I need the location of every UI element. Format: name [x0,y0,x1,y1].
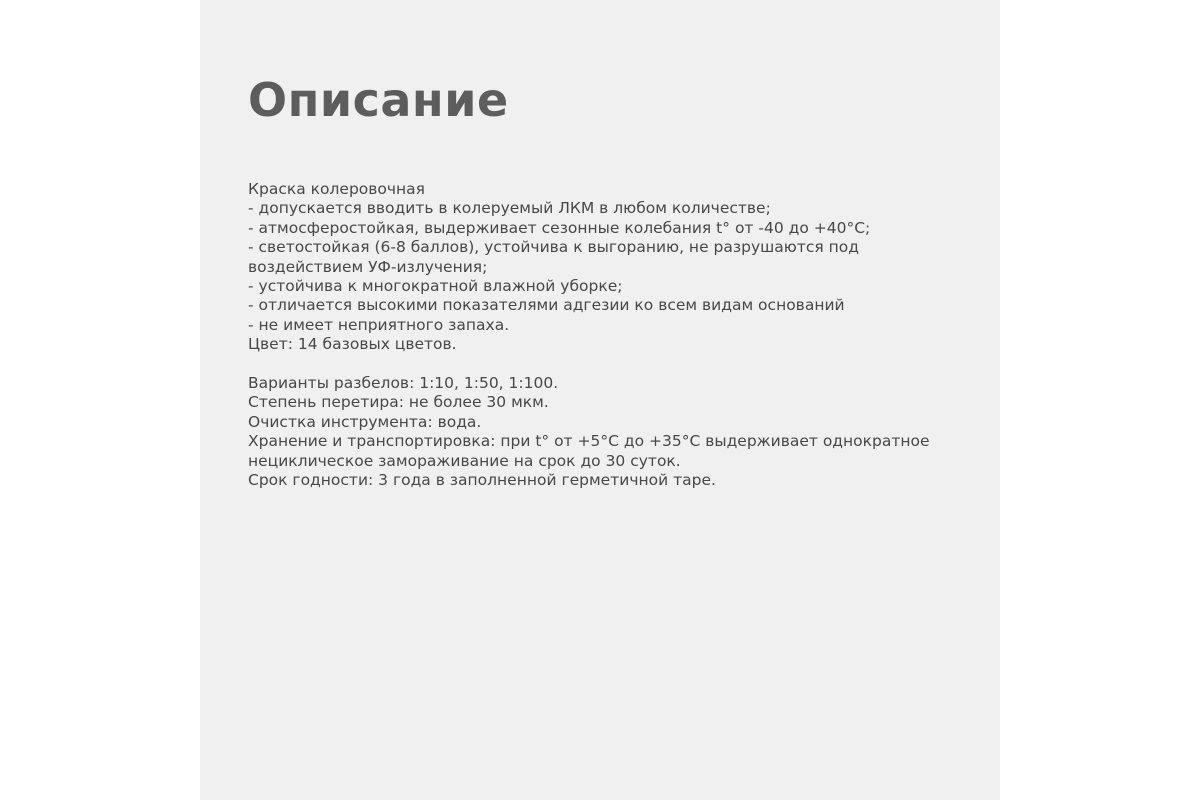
description-card [200,0,1000,800]
description-body [248,180,968,490]
description-line: - допускается вводить в колеруемый ЛКМ в любом количестве; [248,199,771,218]
description-line: Цвет: 14 базовых цветов. [248,335,457,354]
description-line: - светостойкая (6-8 баллов), устойчива к выгоранию, не разрушаются под [248,238,859,257]
description-line: - устойчива к многократной влажной уборке; [248,277,623,296]
spec-line: Хранение и транспортировка: при t° от +5°С до +35°С выдерживает однократное [248,432,930,451]
spec-line: Срок годности: 3 года в заполненной герметичной таре. [248,471,716,490]
paragraph-spacer [248,355,968,374]
description-line: Краска колеровочная [248,180,425,198]
spec-line: Степень перетира: не более 30 мкм. [248,393,549,412]
description-line: - не имеет неприятного запаха. [248,315,510,334]
spec-line: Очистка инструмента: вода. [248,412,482,431]
description-line: воздействием УФ-излучения; [248,257,488,276]
spec-line: Варианты разбелов: 1:10, 1:50, 1:100. [248,374,559,393]
description-line: - отличается высокими показателями адгезии ко всем видам оснований [248,296,845,315]
spec-line: нециклическое замораживание на срок до 30 суток. [248,451,681,470]
description-line: - атмосферостойкая, выдерживает сезонные колебания t° от -40 до +40°С; [248,218,871,237]
page-title: Описание [248,73,509,127]
